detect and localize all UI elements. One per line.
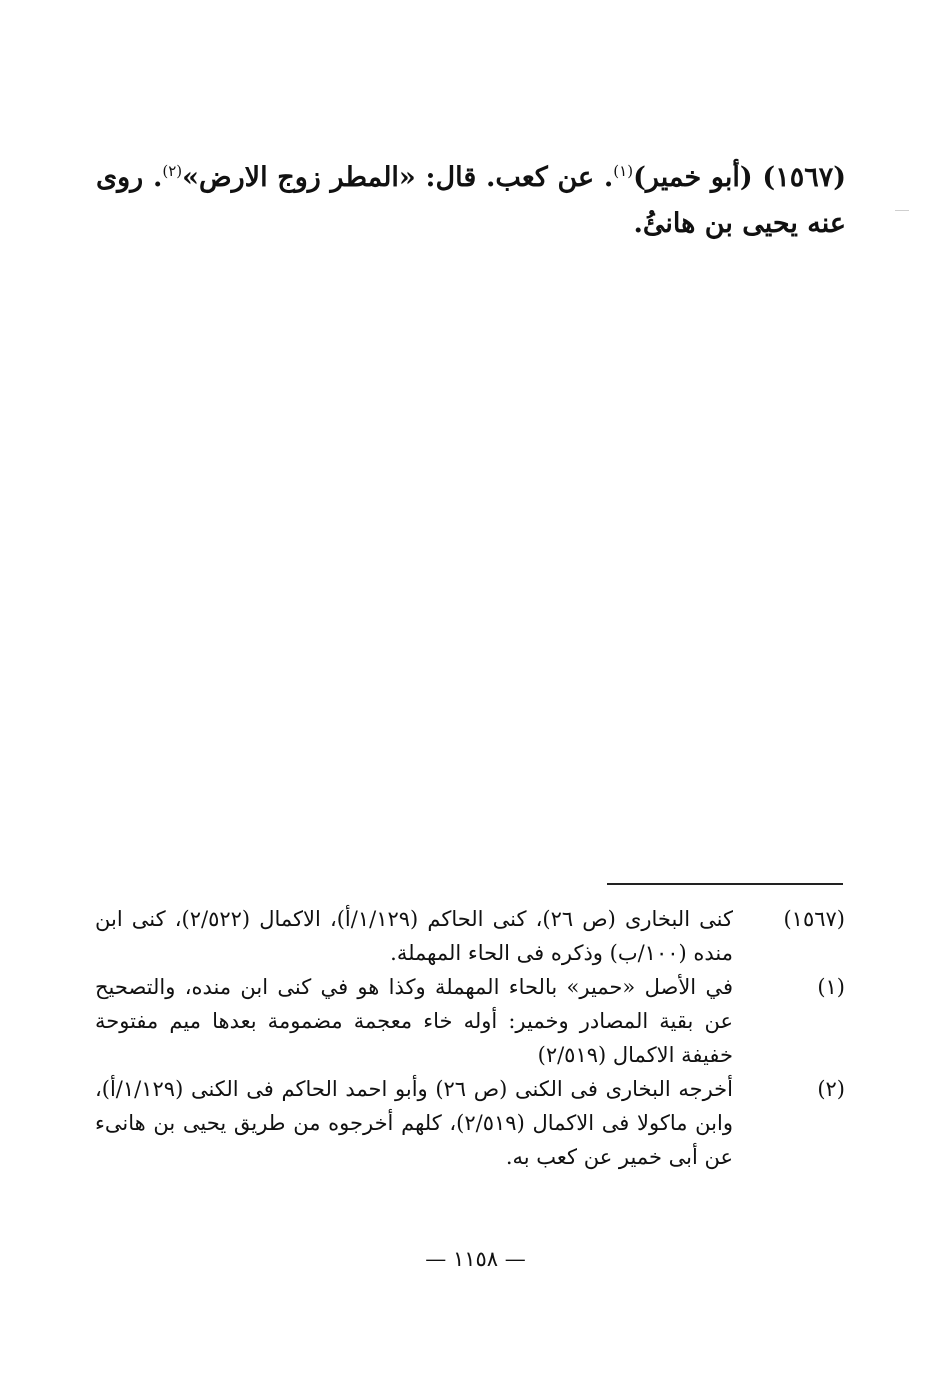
entry-quote: . عن كعب. قال: «المطر زوج الارض»	[182, 162, 614, 193]
footnote-marker-2: (٢)	[162, 162, 183, 180]
main-entry	[96, 155, 846, 247]
footnote-item	[95, 1072, 845, 1174]
footnote-item	[95, 902, 845, 970]
entry-narrator: . روى عنه يحيى بن هانئُ.	[96, 162, 846, 239]
scan-mark	[895, 210, 909, 211]
entry-number: (١٥٦٧)	[762, 162, 846, 193]
page-number: — ١١٥٨ —	[425, 1247, 526, 1271]
entry-name: (أبو خمير)	[633, 162, 753, 193]
footnotes-section	[95, 902, 845, 1174]
footnote-text: كنى البخارى (ص ٢٦)، كنى الحاكم (١/١٢٩/أ)، الاكمال (٢/٥٢٢)، كنى ابن منده (١٠٠/ب) وذكره فى الحاء المهملة.	[95, 907, 733, 965]
footnote-item	[95, 970, 845, 1072]
footnote-number: (١٥٦٧)	[783, 907, 845, 931]
footnote-number: (١)	[817, 975, 845, 999]
footnote-marker-1: (١)	[613, 162, 634, 180]
footnote-text: أخرجه البخارى فى الكنى (ص ٢٦) وأبو احمد الحاكم فى الكنى (١/١٢٩/أ)، وابن ماكولا فى الاكمال (٢/٥١٩)، كلهم أخرجوه من طريق يحيى بن هانىء عن أبى خمير عن كعب به.	[95, 1077, 733, 1169]
footnote-separator	[607, 883, 843, 885]
footnote-number: (٢)	[817, 1077, 845, 1101]
footnote-text: في الأصل «حمير» بالحاء المهملة وكذا هو في كنى ابن منده، والتصحيح عن بقية المصادر وخمير: أوله خاء معجمة مضمومة بعدها ميم مفتوحة خفيفة الاكمال (٢/٥١٩)	[95, 975, 734, 1067]
